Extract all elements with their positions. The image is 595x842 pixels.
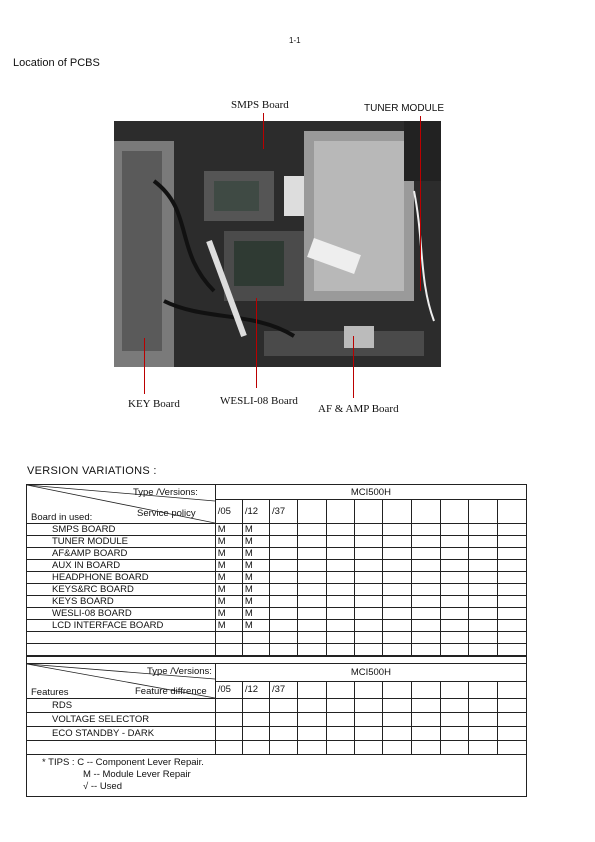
feature-row xyxy=(27,713,527,727)
page-number: 1-1 xyxy=(289,36,301,45)
tips-line-c: C -- Component Lever Repair. xyxy=(77,757,204,768)
feature-diff-label: Feature diffrence xyxy=(135,686,207,697)
repair-level-cell: M xyxy=(242,572,269,584)
repair-level-cell: M xyxy=(242,608,269,620)
board-name: LCD INTERFACE BOARD xyxy=(27,620,216,632)
board-row xyxy=(27,620,527,632)
repair-level-cell: M xyxy=(242,524,269,536)
board-name: SMPS BOARD xyxy=(27,524,216,536)
afamp-board-label: AF & AMP Board xyxy=(318,403,399,415)
repair-level-cell xyxy=(269,524,297,536)
repair-level-cell: M xyxy=(215,536,242,548)
features-table xyxy=(26,663,527,755)
repair-level-cell xyxy=(269,548,297,560)
version-05: /05 xyxy=(215,500,242,524)
board-row xyxy=(27,572,527,584)
smps-callout-line xyxy=(263,113,264,149)
version-05-2: /05 xyxy=(215,681,242,699)
board-name: KEYS&RC BOARD xyxy=(27,584,216,596)
board-row xyxy=(27,596,527,608)
repair-level-cell: M xyxy=(242,548,269,560)
version-12-2: /12 xyxy=(242,681,269,699)
board-name: TUNER MODULE xyxy=(27,536,216,548)
model-header: MCI500H xyxy=(215,485,526,500)
repair-level-cell: M xyxy=(242,620,269,632)
key-callout-line xyxy=(144,338,145,394)
repair-level-cell: M xyxy=(215,560,242,572)
check-icon: √ xyxy=(83,781,89,792)
repair-level-cell xyxy=(269,584,297,596)
tips-label: * TIPS : xyxy=(42,757,75,768)
board-name: AUX IN BOARD xyxy=(27,560,216,572)
version-variations-title: VERSION VARIATIONS : xyxy=(27,465,157,477)
wesli-board-label: WESLI-08 Board xyxy=(220,395,298,407)
features-label: Features xyxy=(31,687,69,698)
type-versions-label: Type /Versions: xyxy=(133,487,198,498)
repair-level-cell: M xyxy=(215,548,242,560)
board-row xyxy=(27,608,527,620)
repair-level-cell xyxy=(269,560,297,572)
board-row xyxy=(27,584,527,596)
tips-line-m: M -- Module Lever Repair xyxy=(83,769,191,780)
pcb-photo xyxy=(114,121,441,367)
board-row xyxy=(27,560,527,572)
repair-level-cell xyxy=(269,620,297,632)
tuner-module-label: TUNER MODULE xyxy=(364,103,445,114)
tips-legend xyxy=(42,757,204,793)
repair-level-cell: M xyxy=(215,608,242,620)
feature-name: RDS xyxy=(27,699,216,713)
wesli-callout-line xyxy=(256,298,257,388)
repair-level-cell: M xyxy=(215,524,242,536)
smps-board-label: SMPS Board xyxy=(231,99,289,111)
repair-level-cell xyxy=(269,536,297,548)
version-12: /12 xyxy=(242,500,269,524)
board-row xyxy=(27,536,527,548)
feature-row xyxy=(27,699,527,713)
repair-level-cell: M xyxy=(215,596,242,608)
repair-level-cell: M xyxy=(215,584,242,596)
board-name: HEADPHONE BOARD xyxy=(27,572,216,584)
boards-table xyxy=(26,484,527,657)
repair-level-cell: M xyxy=(242,560,269,572)
board-in-used-label: Board in used: xyxy=(31,512,93,523)
repair-level-cell xyxy=(269,596,297,608)
version-37: /37 xyxy=(269,500,297,524)
type-versions-label-2: Type /Versions: xyxy=(147,666,212,677)
feature-row xyxy=(27,727,527,741)
repair-level-cell: M xyxy=(215,620,242,632)
version-37-2: /37 xyxy=(269,681,297,699)
board-name: KEYS BOARD xyxy=(27,596,216,608)
service-policy-label: Service policy xyxy=(137,508,196,519)
model-header-2: MCI500H xyxy=(215,664,526,682)
repair-level-cell: M xyxy=(215,572,242,584)
tips-line-used: -- Used xyxy=(90,781,123,792)
pcb-photo-drawing xyxy=(114,121,441,367)
section-title: Location of PCBS xyxy=(13,57,100,69)
feature-name: VOLTAGE SELECTOR xyxy=(27,713,216,727)
board-name: AF&AMP BOARD xyxy=(27,548,216,560)
boards-header-cell xyxy=(27,485,216,524)
repair-level-cell xyxy=(269,608,297,620)
board-row xyxy=(27,548,527,560)
repair-level-cell: M xyxy=(242,536,269,548)
features-header-cell xyxy=(27,664,216,699)
board-name: WESLI-08 BOARD xyxy=(27,608,216,620)
repair-level-cell: M xyxy=(242,596,269,608)
afamp-callout-line xyxy=(353,336,354,398)
tuner-callout-line xyxy=(420,116,421,291)
board-row xyxy=(27,524,527,536)
repair-level-cell: M xyxy=(242,584,269,596)
repair-level-cell xyxy=(269,572,297,584)
feature-name: ECO STANDBY - DARK xyxy=(27,727,216,741)
key-board-label: KEY Board xyxy=(128,398,180,410)
